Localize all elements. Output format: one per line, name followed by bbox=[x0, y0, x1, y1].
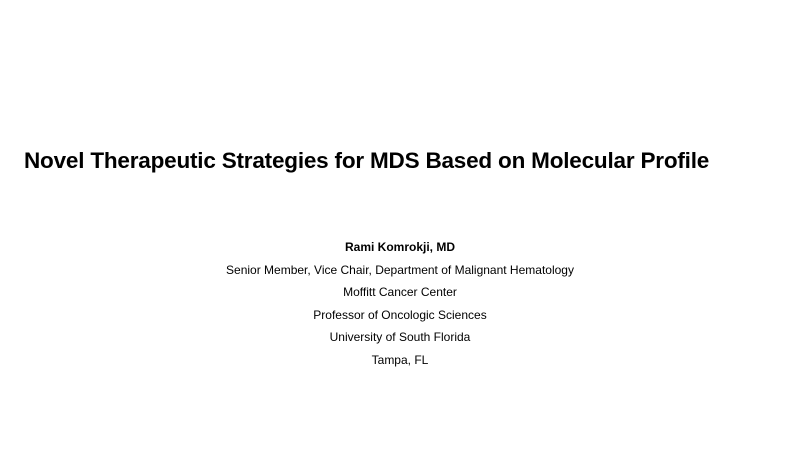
presenter-academic-title: Professor of Oncologic Sciences bbox=[313, 307, 487, 322]
presenter-position: Senior Member, Vice Chair, Department of Malignant Hematology bbox=[226, 262, 574, 277]
presenter-institution: Moffitt Cancer Center bbox=[343, 285, 457, 300]
presenter-name: Rami Komrokji, MD bbox=[344, 240, 455, 254]
presenter-location: Tampa, FL bbox=[371, 352, 429, 367]
slide-title: Novel Therapeutic Strategies for MDS Based on Molecular Profile bbox=[24, 148, 710, 173]
presenter-university: University of South Florida bbox=[329, 330, 471, 345]
presenter-block bbox=[0, 236, 800, 372]
